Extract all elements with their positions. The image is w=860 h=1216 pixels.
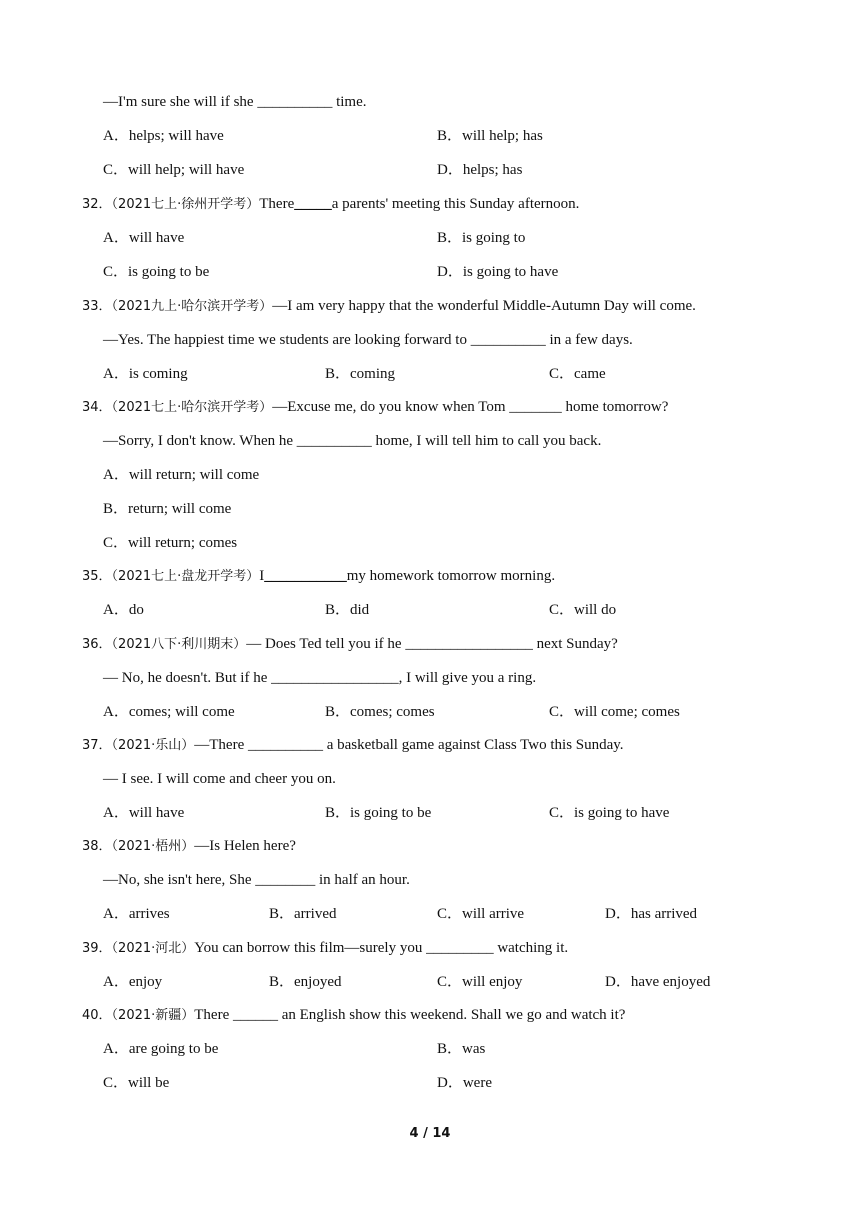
q38-text: —Is Helen here?	[194, 838, 296, 854]
q33-dialog-line: —Yes. The happiest time we students are looking forward to __________ in a few days.	[103, 332, 633, 348]
q37-text: —There __________ a basketball game against Class Two this Sunday.	[194, 737, 624, 753]
page-number: 4 / 14	[409, 1126, 451, 1141]
q34-stem	[82, 395, 860, 419]
question-source: （2021八下·利川期末）	[111, 637, 247, 652]
q37-stem	[82, 733, 860, 757]
question-number: 37．	[82, 738, 112, 753]
question-number: 40．	[82, 1008, 112, 1023]
q31-options-row-1	[0, 124, 860, 148]
q39-text: You can borrow this film—surely you _________ watching it.	[194, 940, 569, 956]
q34-option-a[interactable]: A．will return; will come	[103, 467, 260, 483]
q31-option-b[interactable]: B．will help; has	[437, 128, 543, 144]
q38-option-c[interactable]: C．will arrive	[437, 906, 525, 922]
q36-options-row	[0, 700, 860, 724]
q38-dialog-line: —No, she isn't here, She ________ in half an hour.	[103, 872, 410, 888]
q32-option-d[interactable]: D．is going to have	[437, 264, 559, 280]
question-source: （2021·河北）	[111, 941, 195, 956]
q40-option-d[interactable]: D．were	[437, 1075, 492, 1091]
q40-stem	[82, 1003, 860, 1027]
q33-stem	[82, 294, 860, 318]
q36-dialog-line: — No, he doesn't. But if he _________________, I will give you a ring.	[103, 670, 537, 686]
q35-options-row	[0, 598, 860, 622]
q32-text-pre: There	[259, 196, 295, 212]
q39-stem	[82, 936, 860, 960]
question-source: （2021·新疆）	[111, 1008, 195, 1023]
q40-option-c[interactable]: C．will be	[103, 1075, 170, 1091]
q32-options-row-1	[0, 226, 860, 250]
q33-options-row	[0, 362, 860, 386]
q32-stem	[82, 192, 860, 216]
q36-option-a[interactable]: A．comes; will come	[103, 704, 235, 720]
q40-options-row-1	[0, 1037, 860, 1061]
q39-option-c[interactable]: C．will enjoy	[437, 974, 523, 990]
q33-option-a[interactable]: A．is coming	[103, 366, 188, 382]
q31-option-a[interactable]: A．helps; will have	[103, 128, 224, 144]
q35-text-post: my homework tomorrow morning.	[346, 568, 556, 584]
question-number: 35．	[82, 569, 112, 584]
q34-option-c[interactable]: C．will return; comes	[103, 535, 238, 551]
q34-text: —Excuse me, do you know when Tom _______ home tomorrow?	[272, 399, 669, 415]
question-source: （2021九上·哈尔滨开学考）	[111, 299, 273, 314]
q38-options-row	[0, 902, 860, 926]
q40-option-a[interactable]: A．are going to be	[103, 1041, 219, 1057]
q38-option-b[interactable]: B．arrived	[269, 906, 337, 922]
q35-blank: ___________	[264, 568, 347, 584]
q37-options-row	[0, 801, 860, 825]
q38-option-a[interactable]: A．arrives	[103, 906, 170, 922]
question-number: 32．	[82, 197, 112, 212]
q32-blank: _____	[294, 196, 332, 212]
q36-text: — Does Ted tell you if he _________________ next Sunday?	[246, 636, 618, 652]
q35-option-c[interactable]: C．will do	[549, 602, 617, 618]
q37-dialog-line: — I see. I will come and cheer you on.	[103, 771, 336, 787]
q35-text-pre: I	[259, 568, 265, 584]
q31-options-row-2	[0, 158, 860, 182]
q35-option-a[interactable]: A．do	[103, 602, 144, 618]
q39-option-a[interactable]: A．enjoy	[103, 974, 163, 990]
q40-options-row-2	[0, 1071, 860, 1095]
question-number: 38．	[82, 839, 112, 854]
q37-option-c[interactable]: C．is going to have	[549, 805, 670, 821]
q38-option-d[interactable]: D．has arrived	[605, 906, 698, 922]
question-number: 34．	[82, 400, 112, 415]
q35-stem	[82, 564, 860, 588]
q33-text: —I am very happy that the wonderful Middle-Autumn Day will come.	[272, 298, 696, 314]
q32-option-b[interactable]: B．is going to	[437, 230, 526, 246]
q32-options-row-2	[0, 260, 860, 284]
question-source: （2021七上·哈尔滨开学考）	[111, 400, 273, 415]
q31-dialog-line: —I'm sure she will if she __________ time.	[103, 94, 367, 110]
question-source: （2021·乐山）	[111, 738, 195, 753]
q33-option-b[interactable]: B．coming	[325, 366, 395, 382]
q39-option-d[interactable]: D．have enjoyed	[605, 974, 711, 990]
q40-text: There ______ an English show this weekend. Shall we go and watch it?	[194, 1007, 626, 1023]
q32-option-a[interactable]: A．will have	[103, 230, 185, 246]
q31-option-d[interactable]: D．helps; has	[437, 162, 523, 178]
question-source: （2021七上·盘龙开学考）	[111, 569, 260, 584]
q34-dialog-line: —Sorry, I don't know. When he __________ home, I will tell him to call you back.	[103, 433, 602, 449]
question-number: 36．	[82, 637, 112, 652]
q37-option-a[interactable]: A．will have	[103, 805, 185, 821]
q36-option-b[interactable]: B．comes; comes	[325, 704, 435, 720]
question-source: （2021七上·徐州开学考）	[111, 197, 260, 212]
q39-options-row	[0, 970, 860, 994]
q37-option-b[interactable]: B．is going to be	[325, 805, 432, 821]
question-source: （2021·梧州）	[111, 839, 195, 854]
q36-stem	[82, 632, 860, 656]
q33-option-c[interactable]: C．came	[549, 366, 606, 382]
question-number: 39．	[82, 941, 112, 956]
q32-text-post: a parents' meeting this Sunday afternoon.	[331, 196, 580, 212]
q38-stem	[82, 834, 860, 858]
q40-option-b[interactable]: B．was	[437, 1041, 486, 1057]
q31-option-c[interactable]: C．will help; will have	[103, 162, 245, 178]
q36-option-c[interactable]: C．will come; comes	[549, 704, 680, 720]
question-number: 33．	[82, 299, 112, 314]
q39-option-b[interactable]: B．enjoyed	[269, 974, 342, 990]
q35-option-b[interactable]: B．did	[325, 602, 370, 618]
q32-option-c[interactable]: C．is going to be	[103, 264, 210, 280]
q34-option-b[interactable]: B．return; will come	[103, 501, 232, 517]
